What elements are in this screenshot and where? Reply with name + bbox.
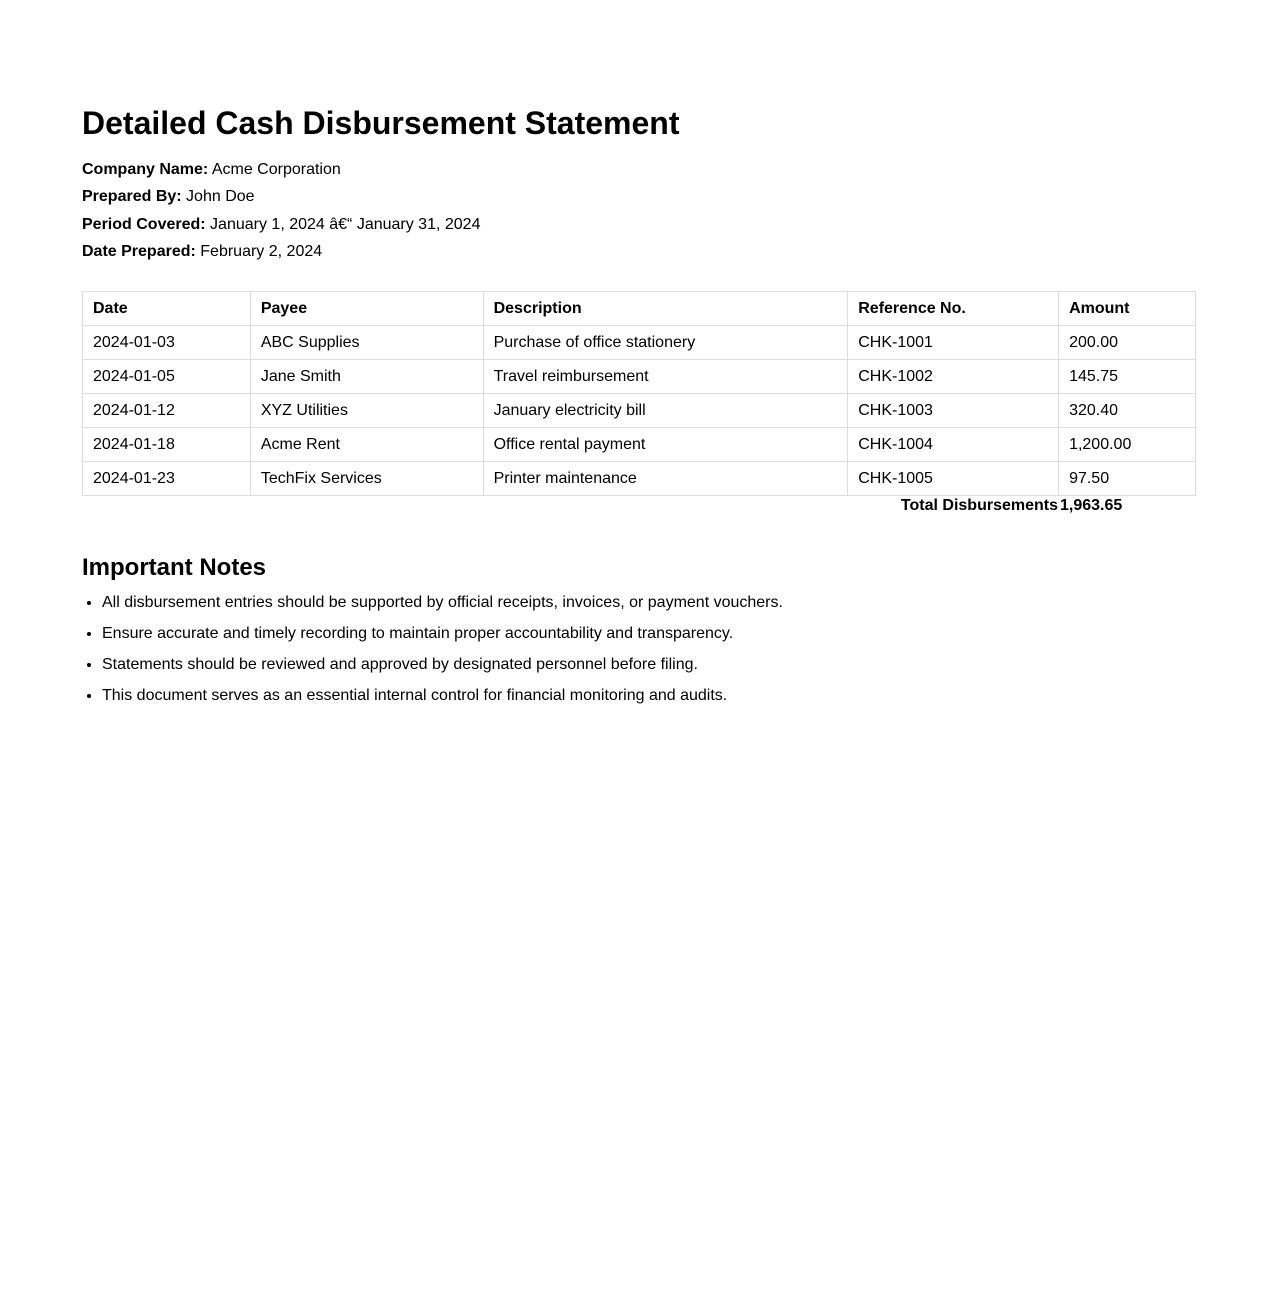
cell-description: Printer maintenance [483, 462, 848, 496]
cell-date: 2024-01-18 [83, 428, 251, 462]
cell-payee: Jane Smith [250, 360, 483, 394]
header-description: Description [483, 292, 848, 326]
meta-prepared-by [82, 183, 1196, 210]
meta-label: Date Prepared: [82, 242, 196, 260]
table-header-row [83, 292, 1196, 326]
meta-value: John Doe [186, 188, 255, 206]
header-payee: Payee [250, 292, 483, 326]
notes-heading: Important Notes [82, 554, 267, 582]
cell-payee: TechFix Services [250, 462, 483, 496]
statement-meta [82, 156, 1196, 265]
notes-list [82, 592, 1196, 706]
cell-description: January electricity bill [483, 394, 848, 428]
meta-value: Acme Corporation [211, 161, 341, 178]
disbursement-table [82, 291, 1196, 496]
cell-payee: Acme Rent [250, 428, 483, 462]
header-reference: Reference No. [848, 292, 1059, 326]
cell-description: Purchase of office stationery [483, 326, 848, 360]
cell-reference: CHK-1003 [848, 394, 1059, 428]
cell-payee: XYZ Utilities [250, 394, 483, 428]
cell-description: Office rental payment [483, 428, 848, 462]
page-title: Detailed Cash Disbursement Statement [82, 105, 680, 141]
list-item: • Ensure accurate and timely recording to maintain proper accountability and transparency. [102, 623, 1196, 644]
meta-company-name [82, 156, 1196, 183]
cell-date: 2024-01-03 [83, 326, 251, 360]
list-item: • Statements should be reviewed and approved by designated personnel before filing. [102, 654, 1196, 675]
cell-amount: 145.75 [1059, 360, 1196, 394]
table-row [83, 360, 1196, 394]
cell-amount: 200.00 [1059, 326, 1196, 360]
list-item: • All disbursement entries should be supported by official receipts, invoices, or payment vouchers. [102, 592, 1196, 613]
meta-date-prepared [82, 238, 1196, 265]
meta-period-covered [82, 211, 1196, 238]
meta-label: Company Name: [82, 161, 209, 178]
cell-amount: 97.50 [1059, 462, 1196, 496]
cell-date: 2024-01-05 [83, 360, 251, 394]
header-date: Date [83, 292, 251, 326]
meta-label: Prepared By: [82, 188, 182, 206]
total-value: 1,963.65 [1060, 497, 1123, 515]
list-item: • This document serves as an essential internal control for financial monitoring and audits. [102, 685, 1196, 706]
total-label: Total Disbursements [900, 497, 1058, 515]
meta-label: Period Covered: [82, 215, 206, 233]
table-row [83, 326, 1196, 360]
cell-amount: 320.40 [1059, 394, 1196, 428]
header-amount: Amount [1059, 292, 1196, 326]
cell-reference: CHK-1001 [848, 326, 1059, 360]
meta-value: January 1, 2024 â€“ January 31, 2024 [210, 215, 481, 233]
cell-payee: ABC Supplies [250, 326, 483, 360]
table-row [83, 394, 1196, 428]
table-row [83, 428, 1196, 462]
cell-date: 2024-01-12 [83, 394, 251, 428]
meta-value: February 2, 2024 [200, 242, 323, 260]
table-row [83, 462, 1196, 496]
total-row [82, 496, 1196, 518]
cell-reference: CHK-1002 [848, 360, 1059, 394]
cell-reference: CHK-1005 [848, 462, 1059, 496]
cell-description: Travel reimbursement [483, 360, 848, 394]
cell-reference: CHK-1004 [848, 428, 1059, 462]
cell-amount: 1,200.00 [1059, 428, 1196, 462]
cell-date: 2024-01-23 [83, 462, 251, 496]
